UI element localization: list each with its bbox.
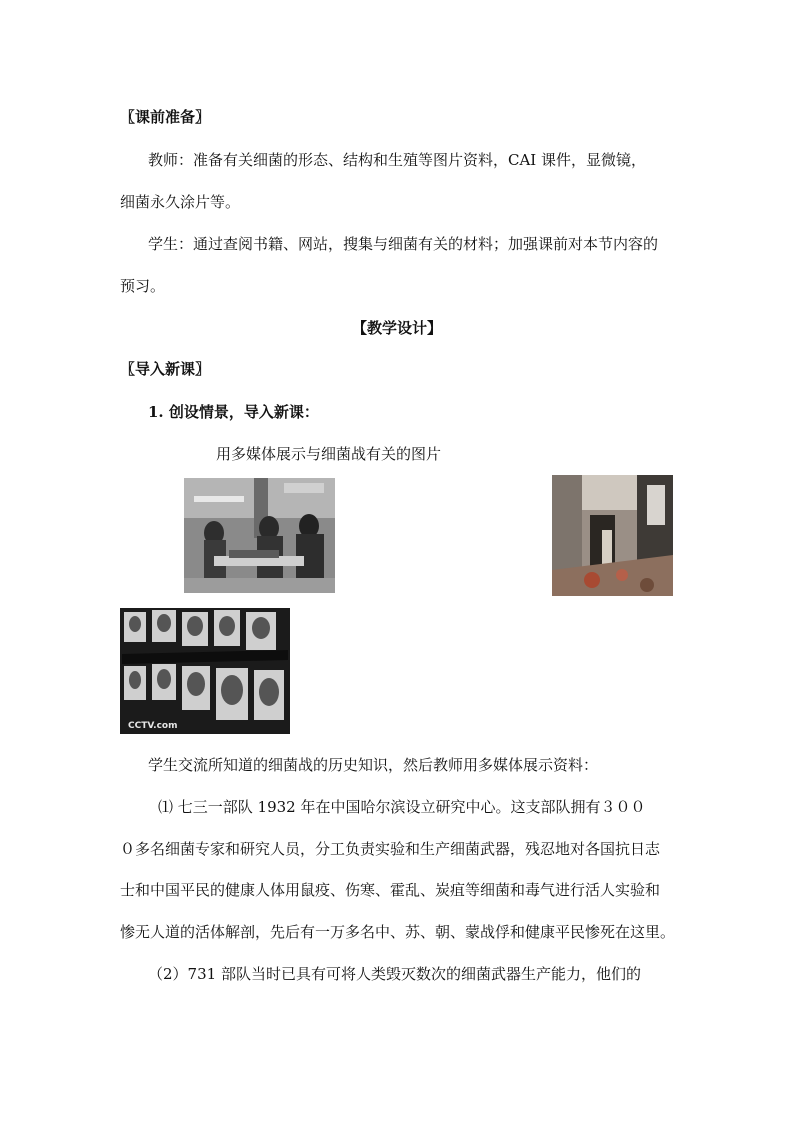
- item-1-line-3: 士和中国平民的健康人体用鼠疫、伤寒、霍乱、炭疽等细菌和毒气进行活人实验和: [120, 881, 661, 899]
- prep-heading: 〖课前准备〗: [120, 108, 211, 126]
- design-heading: 【教学设计】: [351, 319, 442, 337]
- photo-stretcher: [184, 478, 335, 593]
- student-prep-line-1: 学生：通过查阅书籍、网站，搜集与细菌有关的材料；加强课前对本节内容的: [148, 235, 659, 253]
- cctv-watermark: CCTV.com: [128, 721, 178, 731]
- student-prep-line-2: 预习。: [120, 277, 166, 295]
- intro-heading: 〖导入新课〗: [120, 360, 211, 378]
- image-caption: 用多媒体展示与细菌战有关的图片: [216, 445, 442, 463]
- step-1-heading: 1. 创设情景，导入新课：: [148, 403, 319, 421]
- item-1-line-4: 惨无人道的活体解剖，先后有一万多名中、苏、朝、蒙战俘和健康平民惨死在这里。: [120, 923, 676, 941]
- item-1-line-1: ⑴ 七三一部队 1932 年在中国哈尔滨设立研究中心。这支部队拥有３００: [158, 798, 646, 816]
- item-1-line-2: ０多名细菌专家和研究人员，分工负责实验和生产细菌武器，残忍地对各国抗日志: [120, 840, 661, 858]
- photo-wooden-room: [552, 475, 673, 596]
- exchange-paragraph: 学生交流所知道的细菌战的历史知识，然后教师用多媒体展示资料：: [148, 756, 599, 774]
- item-2-line-1: （2）731 部队当时已具有可将人类毁灭数次的细菌武器生产能力，他们的: [148, 965, 641, 983]
- teacher-prep-line-2: 细菌永久涂片等。: [120, 193, 241, 211]
- photo-memorial-portraits: [120, 608, 290, 734]
- teacher-prep-line-1: 教师：准备有关细菌的形态、结构和生殖等图片资料，CAI 课件，显微镜，: [148, 151, 647, 169]
